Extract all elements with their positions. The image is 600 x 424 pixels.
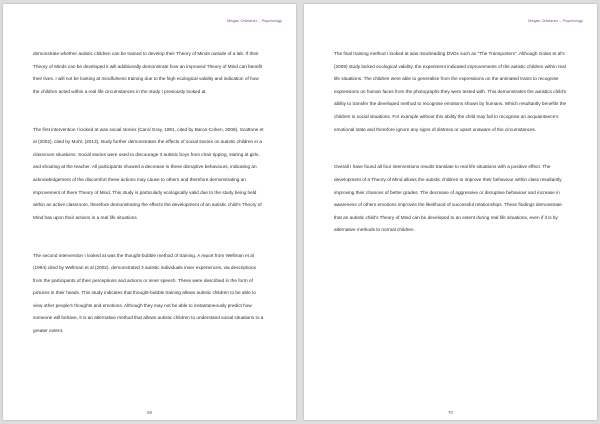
paragraph: The first intervention I looked at was social stories (Carol Gray, 1991, cited by Baron-Cohen, 2008). Scattone et al (2002), cited by Mohr, (2013), study further demonstrates the effects of social stories on autistic children in a classroom situations. Social stories were used to discourage 3 autistic boys from chair tipping, staring at girls, and shouting at the teacher. All participants showed a decrease in these disruptive behaviours, indicating an acknowledgement of the discomfort these actions may cause to others and therefore demonstrating an improvement of there Theory of Mind. This study is particularly ecologically valid due to the study being held within an active classroom, therefore demonstrating the effects the development of an autistic child's Theory of Mind has upon their actions in a real life situations.: [33, 126, 264, 220]
running-header: Megan Ortolaner – Psychology: [227, 18, 282, 23]
paragraph: demonstrate whether autistic children can be trained to develop their Theory of Minds outside of a lab. If their Theory of Minds can be developed it will additionally demonstrate how an improved Theory of Mind can benefit their lives. I will not be looking at mindfulness training due to the high ecological validity and indication of how the children acted within a real life circumstances in the study I previously looked at.: [33, 51, 263, 94]
page-number: 70: [448, 410, 453, 415]
running-header: Megan Ortolaner – Psychology: [528, 18, 583, 23]
right-page-body: [334, 48, 567, 237]
paragraph: The second intervention I looked at was the thought-bubble method of training. A report from Wellman et al (1994) cited by Wellman et al (2002), demonstrated 3 autistic individuals inner experiences, via descriptions from the participants of their perceptions and actions or inner speech. These were described in the form of pictures in their heads. This study indicates that thought-bubble training allows autistic children to be able to view other people's thoughts and emotions. Although they may not be able to instantaneously predict how someone will behave, it is an alternative method that allows autistic children to understand social situations to a greater extent.: [33, 252, 264, 334]
paragraph: The final training method I looked at was mindreading DVDs such as "The Transporters". Although Golan et al's (2009) study lacked ecological validity, the experiment indicated improvements of the autistic children within real life situations. The children were able to generalise from the expressions on the animated trains to recognise expressions on human faces from the photographs they were tested with. This demonstrates the autistics child's ability to transfer the developed method to recognise emotions shown by humans. Which resultantly benefits the children in social situations. For example without this ability the child may fail to recognise an acquaintance's emotional state and therefore ignore any signs of distress or upset unaware of the circumstances.: [334, 51, 567, 132]
left-page: [3, 4, 296, 420]
paragraph: Overall I have found all four interventions results translate to real life situations with a positive effect. The development of a Theory of Mind allows the autistic children to improve their behaviour within class resultantly improving their chances of better grades. The decrease of aggressive or disruptive behaviour and increase in awareness of others emotions improves the likelihood of successful relationships. These findings demonstrate that an autistic child's Theory of Mind can be developed to an extent during real life situations, even if it is by alternative methods to normal children.: [334, 164, 562, 233]
page-number: 68: [147, 410, 152, 415]
left-page-body: [33, 48, 266, 338]
right-page: [304, 4, 597, 420]
